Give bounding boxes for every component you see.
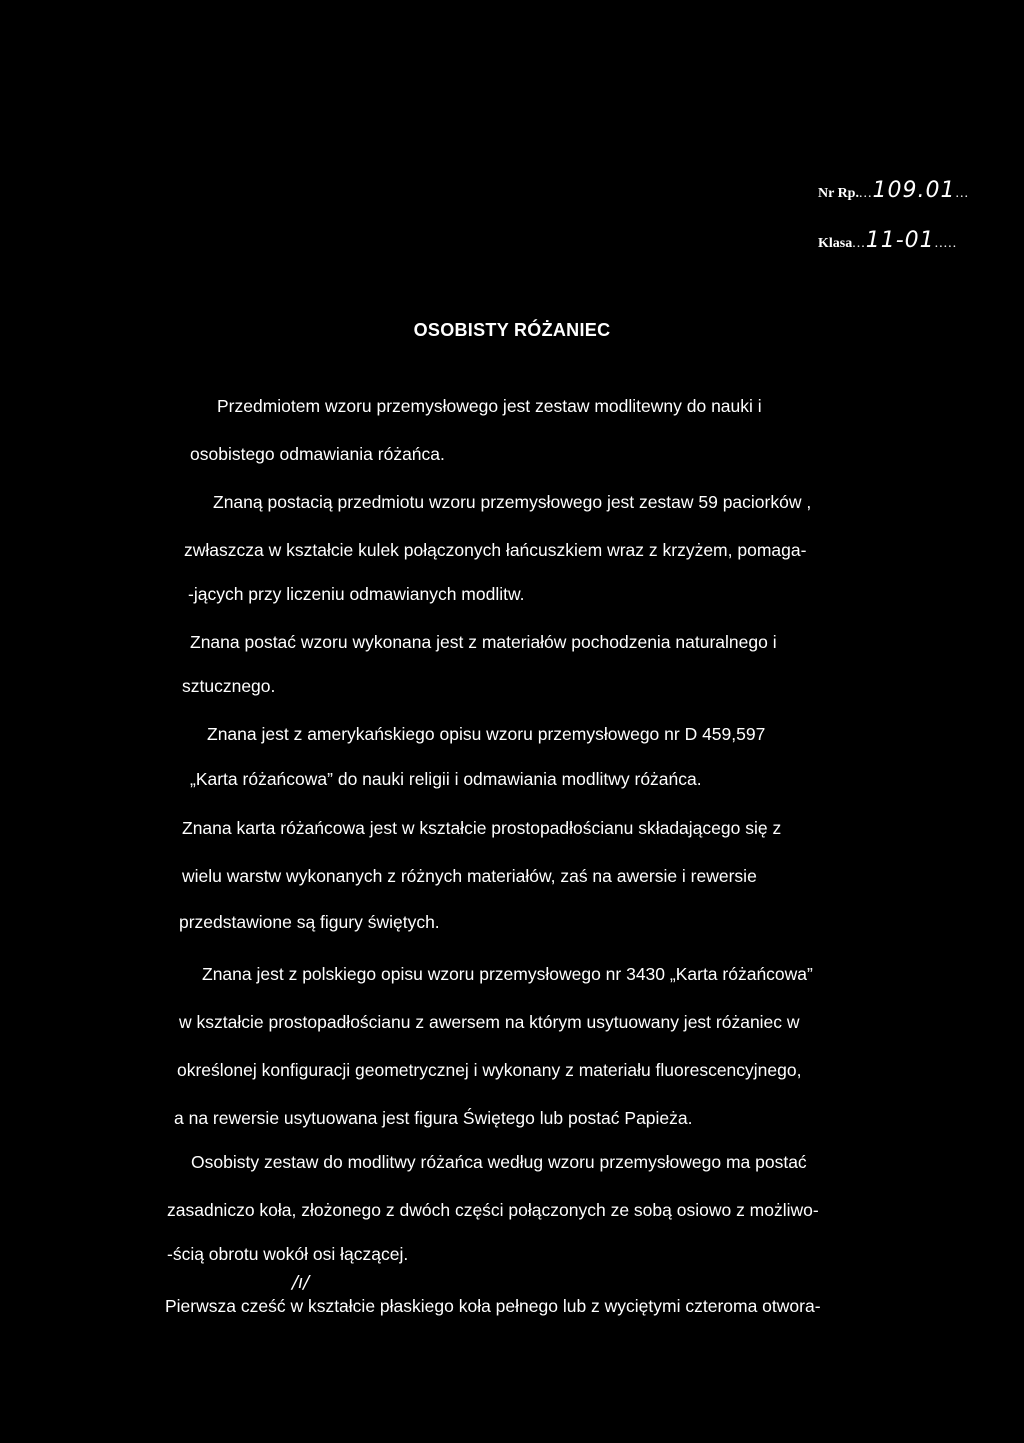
klasa-label: Klasa: [818, 236, 853, 251]
text-line: Znana karta różańcowa jest w kształcie prostopadłościanu składającego się z: [182, 818, 782, 838]
text-line: Znana jest z polskiego opisu wzoru przemysłowego nr 3430 „Karta różańcowa”: [202, 964, 813, 984]
handwritten-mark: /ı/: [292, 1272, 310, 1293]
text-line: wielu warstw wykonanych z różnych materiałów, zaś na awersie i rewersie: [182, 866, 757, 886]
registration-number: [818, 178, 969, 203]
class-number: [818, 228, 957, 253]
klasa-trail: .....: [934, 236, 958, 251]
nr-rp-value: 109.01: [872, 178, 956, 203]
text-line: sztucznego.: [182, 676, 276, 696]
text-line: „Karta różańcowa” do nauki religii i odmawiania modlitwy różańca.: [190, 769, 702, 789]
klasa-value: 11-01: [865, 228, 935, 253]
text-line: w kształcie prostopadłościanu z awersem na którym usytuowany jest różaniec w: [179, 1012, 800, 1032]
text-line: -jących przy liczeniu odmawianych modlitw.: [188, 584, 525, 604]
text-line: -ścią obrotu wokół osi łączącej.: [167, 1244, 409, 1264]
text-line: Pierwsza cześć w kształcie płaskiego koła pełnego lub z wyciętymi czteroma otwora-: [165, 1296, 821, 1316]
text-line: Znaną postacią przedmiotu wzoru przemysłowego jest zestaw 59 paciorków ,: [213, 492, 812, 512]
text-line: zasadniczo koła, złożonego z dwóch części połączonych ze sobą osiowo z możliwo-: [167, 1200, 819, 1220]
text-line: przedstawione są figury świętych.: [179, 912, 440, 932]
nr-rp-leader: ...: [858, 186, 873, 201]
text-line: Znana postać wzoru wykonana jest z materiałów pochodzenia naturalnego i: [190, 632, 777, 652]
text-line: określonej konfiguracji geometrycznej i wykonany z materiału fluorescencyjnego,: [177, 1060, 802, 1080]
nr-rp-label: Nr Rp.: [818, 186, 859, 201]
text-line: Osobisty zestaw do modlitwy różańca według wzoru przemysłowego ma postać: [191, 1152, 807, 1172]
klasa-leader: ...: [852, 236, 866, 251]
text-line: osobistego odmawiania różańca.: [190, 444, 445, 464]
document-title: OSOBISTY RÓŻANIEC: [413, 320, 611, 340]
text-line: zwłaszcza w kształcie kulek połączonych łańcuszkiem wraz z krzyżem, pomaga-: [184, 540, 807, 560]
text-line: a na rewersie usytuowana jest figura Świętego lub postać Papieża.: [174, 1108, 693, 1128]
nr-rp-trail: ...: [955, 186, 969, 201]
text-line: Znana jest z amerykańskiego opisu wzoru przemysłowego nr D 459,597: [207, 724, 766, 744]
text-line: Przedmiotem wzoru przemysłowego jest zestaw modlitewny do nauki i: [217, 396, 762, 416]
